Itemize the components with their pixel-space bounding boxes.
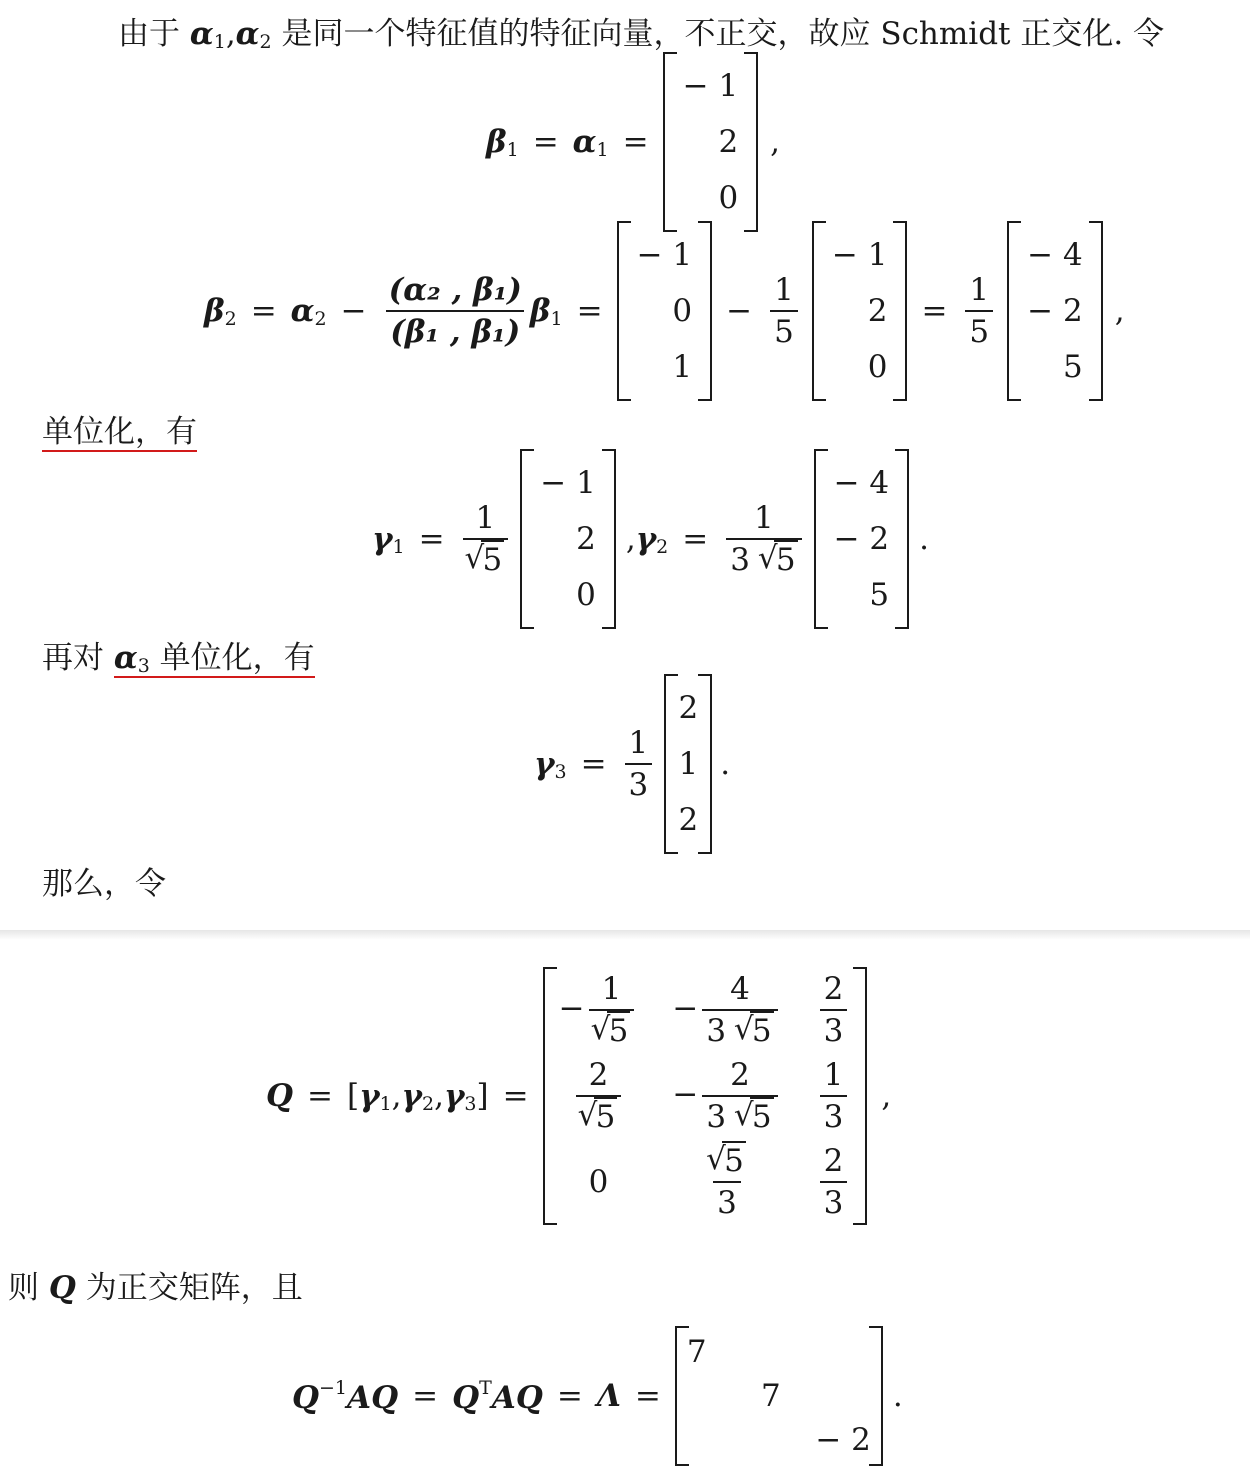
sqrt-symbol: √ 5: [760, 542, 798, 578]
coefficient-fraction: [463, 500, 509, 578]
sqrt-symbol: √ 5: [467, 542, 505, 578]
equals-sign: =: [682, 521, 709, 557]
page-divider: [0, 930, 1250, 940]
q-cell-r3c1: 0: [588, 1164, 609, 1200]
vector-cell: − 1: [636, 237, 693, 273]
annotation-underline: 单位化，有: [42, 414, 197, 450]
bracket-close: ]: [476, 1078, 489, 1114]
alpha1-symbol: $\alpha_1$: [572, 123, 609, 161]
equals-sign: =: [576, 293, 603, 329]
fraction-numerator: 1: [475, 500, 496, 536]
vector-gamma3: [664, 674, 712, 854]
vector-cell: 2: [867, 293, 888, 329]
intro-text-post: 是同一个特征值的特征向量，不正交，故应 Schmidt 正交化. 令: [281, 16, 1165, 52]
trailing-period: .: [919, 521, 929, 557]
q-matrix: [543, 967, 868, 1225]
beta1-symbol: $\beta_1$: [486, 123, 519, 161]
vector-cell: − 4: [1027, 237, 1083, 273]
alpha3-symbol: $\alpha_3$: [113, 640, 150, 677]
q-cell-r1c3: $\frac{2}{3}$: [816, 971, 852, 1049]
trailing-period: .: [892, 1378, 903, 1414]
equals-sign: =: [250, 293, 277, 329]
q-cell-r3c3: $\frac{2}{3}$: [816, 1143, 852, 1221]
minus-sign: −: [340, 293, 367, 329]
alpha2-symbol: $\alpha_2$: [290, 292, 327, 330]
equals-sign: =: [412, 1378, 439, 1414]
trailing-comma: ,: [881, 1078, 892, 1114]
vector-cell: − 4: [833, 465, 890, 501]
separator: ,: [625, 521, 636, 557]
coefficient-fraction: [965, 272, 993, 350]
vector-cell: 5: [1062, 349, 1083, 385]
trailing-comma: ,: [770, 124, 781, 160]
gamma3-symbol: $\gamma_3$: [534, 745, 567, 783]
fraction-denominator: 3: [625, 763, 653, 803]
fraction-denominator: [463, 538, 509, 578]
vector-cell: 1: [672, 349, 693, 385]
equals-sign: =: [921, 293, 948, 329]
label-orthogonal: [8, 1262, 303, 1307]
diag-entry-3: − 2: [815, 1422, 871, 1458]
bracket-open: [: [347, 1078, 360, 1114]
coefficient-fraction: [770, 272, 798, 350]
equals-sign: =: [418, 521, 445, 557]
vector-cell: 2: [718, 124, 739, 160]
fraction-numerator: (α₂ , β₁): [388, 272, 522, 308]
separator: ,: [391, 1078, 402, 1114]
minus-sign: −: [726, 293, 753, 329]
fraction-denominator: 3 √ 5: [726, 538, 801, 578]
vector-alpha2: [617, 221, 713, 401]
q-cell-r1c1: − 1 √ 5: [559, 971, 639, 1049]
fraction-denominator: (β₁ , β₁): [386, 310, 524, 350]
equals-sign: =: [307, 1078, 333, 1114]
equals-sign: =: [502, 1078, 529, 1114]
equals-sign: =: [532, 124, 559, 160]
coefficient-fraction: [625, 725, 653, 803]
vector-cell: − 1: [682, 68, 739, 104]
vector-cell: 0: [718, 180, 739, 216]
coefficient-fraction: [726, 500, 801, 578]
label-normalize-1: [42, 406, 197, 451]
vector-gamma2: [814, 449, 910, 629]
trailing-period: .: [720, 746, 731, 782]
diag-entry-2: 7: [761, 1378, 781, 1414]
gamma3-equation: [534, 690, 731, 838]
label-text: 则: [8, 1270, 39, 1306]
projection-coefficient: [385, 272, 526, 350]
intro-line: [118, 8, 1164, 53]
diagonalization-equation: [292, 1326, 903, 1466]
gamma1-symbol: $\gamma_1$: [372, 520, 405, 558]
vector-cell: 1: [678, 746, 699, 782]
gamma3-symbol: $\gamma_3$: [443, 1077, 477, 1115]
vector-beta1-repeat: [812, 221, 908, 401]
vector-cell: 0: [672, 293, 693, 329]
equals-sign: =: [634, 1378, 661, 1414]
gamma1-symbol: $\gamma_1$: [359, 1077, 392, 1115]
diag-entry-1: 7: [686, 1334, 707, 1370]
label-text: 单位化，有: [159, 640, 315, 676]
trailing-comma: ,: [1114, 293, 1125, 329]
fraction-denominator: 5: [770, 310, 798, 350]
fraction-numerator: 1: [969, 272, 990, 308]
equals-sign: =: [622, 124, 649, 160]
q-inverse: $Q^{-1}AQ$: [292, 1376, 399, 1416]
intro-text-pre: 由于: [118, 16, 180, 52]
gamma2-symbol: $\gamma_2$: [635, 520, 669, 558]
vector-cell: 0: [576, 577, 596, 613]
lambda-symbol: Λ: [596, 1378, 621, 1414]
intro-sep: ,: [225, 16, 236, 52]
label-then: 那么，令: [42, 866, 166, 902]
vector-gamma1: [520, 449, 616, 629]
beta2-symbol: $\beta_2$: [204, 292, 237, 330]
vector-cell: 2: [678, 690, 699, 726]
q-cell-r2c2: − $\frac{2}{3 √ 5}$: [672, 1057, 781, 1135]
fraction-numerator: 1: [754, 500, 774, 536]
diagonal-matrix: [675, 1326, 883, 1466]
q-cell-r1c2: − $\frac{4}{3 √ 5}$: [672, 971, 781, 1049]
vector-beta2-result: [1007, 221, 1103, 401]
equals-sign: =: [580, 746, 607, 782]
q-symbol: Q: [266, 1078, 294, 1114]
vector-cell: 2: [576, 521, 596, 557]
alpha2: $\alpha_2$: [235, 16, 272, 53]
label-text: 为正交矩阵，且: [85, 1270, 303, 1306]
gamma2-symbol: $\gamma_2$: [401, 1077, 435, 1115]
separator: ,: [434, 1078, 444, 1114]
vector-cell: − 1: [831, 237, 888, 273]
q-cell-r2c3: $\frac{1}{3}$: [816, 1057, 852, 1135]
vector-cell: 2: [678, 802, 699, 838]
q-cell-r2c1: 2 √ 5: [559, 1057, 639, 1135]
vector-cell: − 2: [833, 521, 890, 557]
vector-cell: 0: [867, 349, 888, 385]
q-matrix-equation: [266, 950, 891, 1242]
q-symbol: Q: [48, 1270, 76, 1306]
label-normalize-2: [42, 632, 315, 677]
beta2-equation: [204, 237, 1125, 385]
fraction-numerator: 1: [774, 272, 794, 308]
beta1-equation: [486, 68, 781, 216]
q-transpose: $Q^TAQ$: [452, 1376, 543, 1416]
annotation-underline: [114, 640, 315, 678]
vector-cell: − 2: [1027, 293, 1083, 329]
q-cell-r3c2: √ $\frac{5}{3}$: [672, 1143, 781, 1221]
fraction-denominator: 5: [965, 310, 993, 350]
gamma12-equation: [372, 465, 929, 613]
vector-cell: − 1: [540, 465, 596, 501]
beta1-symbol: $\beta_1$: [529, 292, 563, 330]
vector-beta1: [663, 52, 759, 232]
fraction-numerator: 1: [628, 725, 649, 761]
label-text: 再对: [42, 640, 104, 676]
alpha1: $\alpha_1$: [189, 16, 226, 53]
vector-cell: 5: [869, 577, 890, 613]
equals-sign: =: [556, 1378, 583, 1414]
